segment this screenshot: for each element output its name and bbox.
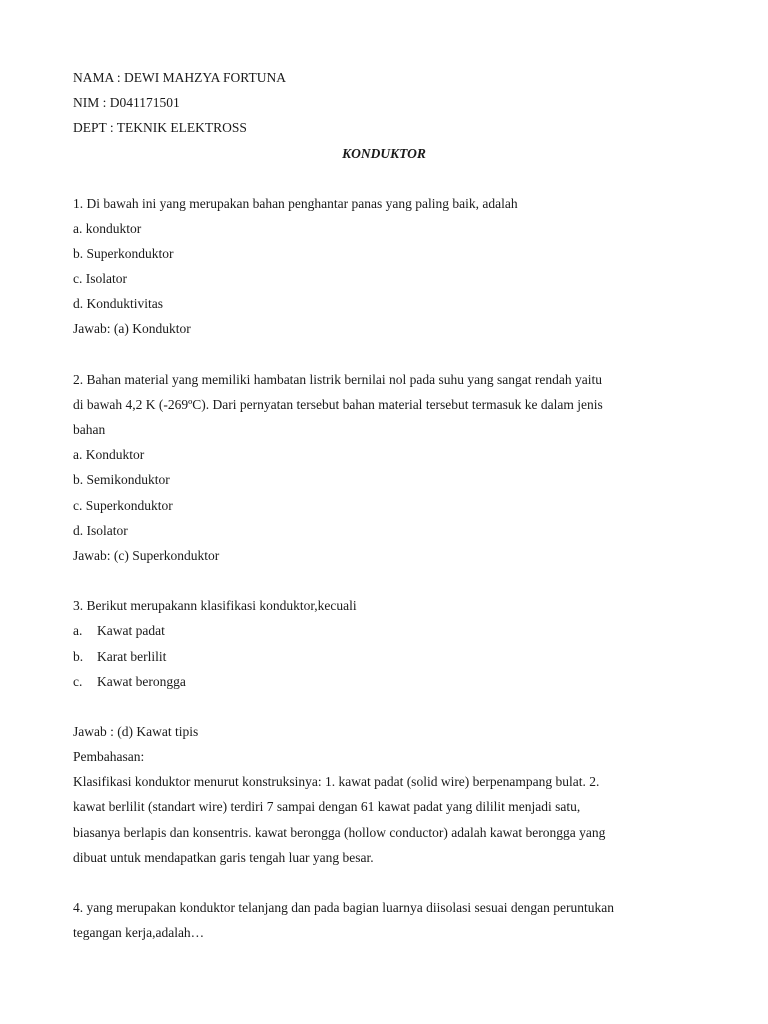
q3-pembahasan-line-4: dibuat untuk mendapatkan garis tengah luar yang besar.: [73, 850, 374, 865]
student-name: NAMA : DEWI MAHZYA FORTUNA: [73, 70, 286, 85]
q3-option-a-letter: a.: [73, 623, 83, 638]
q3-pembahasan-line-1: Klasifikasi konduktor menurut konstruksinya: 1. kawat padat (solid wire) berpenampang bulat. 2.: [73, 774, 600, 789]
q1-option-b: b. Superkonduktor: [73, 246, 174, 261]
q3-option-c: [73, 673, 186, 691]
q3-option-b-letter: b.: [73, 649, 84, 664]
question-4-line-1: 4. yang merupakan konduktor telanjang dan pada bagian luarnya diisolasi sesuai dengan peruntukan: [73, 900, 614, 915]
q2-option-b: b. Semikonduktor: [73, 472, 170, 487]
q1-option-d: d. Konduktivitas: [73, 296, 163, 311]
q1-answer: Jawab: (a) Konduktor: [73, 321, 191, 336]
q2-option-a: a. Konduktor: [73, 447, 145, 462]
q1-option-c: c. Isolator: [73, 271, 127, 286]
question-2-line-1: 2. Bahan material yang memiliki hambatan listrik bernilai nol pada suhu yang sangat rendah yaitu: [73, 372, 602, 387]
q3-pembahasan-label: Pembahasan:: [73, 749, 145, 764]
question-3: 3. Berikut merupakann klasifikasi konduktor,kecuali: [73, 598, 357, 613]
q3-option-c-letter: c.: [73, 674, 83, 689]
question-2-line-3: bahan: [73, 422, 106, 437]
document-title: KONDUKTOR: [342, 146, 426, 161]
question-4-line-2: tegangan kerja,adalah…: [73, 925, 205, 940]
student-dept: DEPT : TEKNIK ELEKTROSS: [73, 120, 247, 135]
student-nim: NIM : D041171501: [73, 95, 180, 110]
q2-option-d: d. Isolator: [73, 523, 128, 538]
question-2-line-2: di bawah 4,2 K (-269ºC). Dari pernyatan tersebut bahan material tersebut termasuk ke dalam jenis: [73, 397, 603, 412]
q3-pembahasan-line-3: biasanya berlapis dan konsentris. kawat berongga (hollow conductor) adalah kawat berongga yang: [73, 825, 606, 840]
q3-option-b: [73, 648, 166, 666]
q3-option-c-text: Kawat berongga: [97, 674, 186, 689]
q3-option-b-text: Karat berlilit: [97, 649, 167, 664]
q3-pembahasan-line-2: kawat berlilit (standart wire) terdiri 7 sampai dengan 61 kawat padat yang dililit menjadi satu,: [73, 799, 581, 814]
q1-option-a: a. konduktor: [73, 221, 142, 236]
q3-option-a-text: Kawat padat: [97, 623, 165, 638]
question-1: 1. Di bawah ini yang merupakan bahan penghantar panas yang paling baik, adalah: [73, 196, 518, 211]
q3-answer: Jawab : (d) Kawat tipis: [73, 724, 199, 739]
q2-answer: Jawab: (c) Superkonduktor: [73, 548, 220, 563]
q3-option-a: [73, 622, 165, 640]
q2-option-c: c. Superkonduktor: [73, 498, 173, 513]
